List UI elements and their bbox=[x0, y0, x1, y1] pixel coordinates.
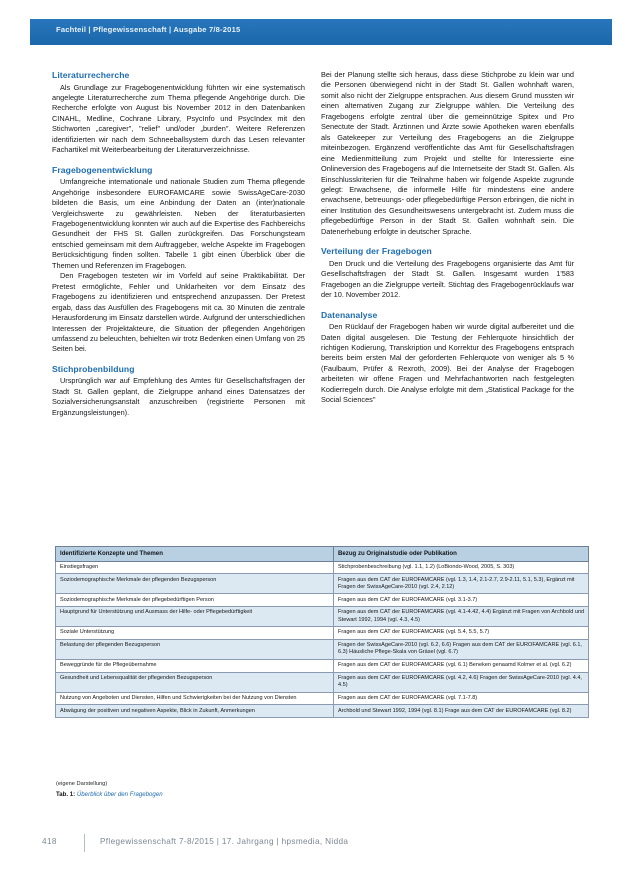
paragraph-stichprobenbildung-1: Ursprünglich war auf Empfehlung des Amtes für Gesellschaftsfragen der Stadt St. Gallen geplant, die Zielgruppe anhand eines Datensatzes der Sozialversicherungsanstalt anzuschreiben (registrierte Personen mit Ergänzungsleistungen). bbox=[52, 376, 305, 417]
page-number: 418 bbox=[42, 837, 57, 846]
spacer bbox=[52, 156, 305, 165]
section-heading-stichprobenbildung: Stichprobenbildung bbox=[52, 363, 135, 374]
paragraph-right-continuation: Bei der Planung stellte sich heraus, dass diese Stichprobe zu klein war und die Personen überwiegend nicht in der Stadt St. Gallen wohnhaft waren, somit also nicht der Zielgruppe entsprachen. Aus diesem Grund mussten wir einen alternativen Zugang zur Zielgruppe wählen. Die Verteilung des Fragebogens erfolgte zentral über die gemeinnützige Spitex und Pro Senectute der Stadt. Ärztinnen und Ärzte sowie Apotheken waren ebenfalls als Gatekeeper zur Verteilung des Fragebogens an die Zielgruppe miteinbezogen. Ergänzend veröffentlichte das Amt für Gesellschaftsfragen eine Medienmitteilung zum Projekt und stellte für Interessierte eine Onlineversion des Fragebogens auf die Internetseite der Stadt St. Gallen. Als Einschlusskriterien für die Teilnahme haben wir folgende Aspekte zugrunde gelegt: Erwachsene, die informelle Hilfe für mindestens eine andere erwachsene, betreuungs- oder pflegebedürftige Person erbringen, die nicht in einer Institution des Gesundheitswesens untergebracht ist. Zudem muss die pflegebedürftige Person in der Stadt St. Gallen wohnhaft sein. Die Datenerhebung erfolgte in deutscher Sprache. bbox=[321, 70, 574, 236]
cell-bezug: Fragen aus dem CAT der EUROFAMCARE (vgl. 4.2, 4.6) Fragen der SwissAgeCare-2010 (vgl. 4.4, 4.5) bbox=[334, 672, 589, 692]
paragraph-datenanalyse-1: Den Rücklauf der Fragebogen haben wir wurde digital aufbereitet und die Daten digital ausgelesen. Die Testung der Fehlerquote hinsichtlich der richtigen Kodierung, Transkription und Korrektur des Fragebogens entsprach bereits beim ersten Mal der geforderten Fehlerquote von weniger als 5 % (Faulbaum, Prüfer & Rexroth, 2009). Bei der Analyse der Fragebogen arbeiteten wir offene Fragen und Mehrfachantworten nach festgelegten Kodierregeln durch. Die Analyse erfolgte mit dem „Statistical Package for the Social Sciences" bbox=[321, 322, 574, 405]
table-row bbox=[56, 672, 589, 692]
page-footer bbox=[0, 833, 642, 857]
paragraph-literaturrecherche-1: Als Grundlage zur Fragebogenentwicklung führten wir eine systematisch angelegte Literaturrecherche zum Thema pflegende Angehörige durch. Die Recherche erfolgte von August bis November 2012 in den Datenbanken CINAHL, Medline, Cochrane Library, PsycInfo und PsycIndex mit den Stichworten „caregiver", "relief" und/oder „burden". Weitere Referenzen identifizierten wir nach dem Schneeballsystem durch das Lesen relevanter Fachartikel mit Weiterbearbeitung der Literaturverzeichnisse. bbox=[52, 82, 305, 155]
cell-konzept: Nutzung von Angeboten und Diensten, Hilfen und Schwierigkeiten bei der Nutzung von Diensten bbox=[56, 692, 334, 705]
footer-divider bbox=[84, 834, 85, 852]
table-body bbox=[56, 561, 589, 718]
paragraph-verteilung-1: Den Druck und die Verteilung des Fragebogens organisierte das Amt für Gesellschaftsfragen der Stadt St. Gallen. Insgesamt wurden 1'583 Fragebogen an die Zielgruppe verteilt. Stichtag des Fragebogenrücklaufs war der 10. November 2012. bbox=[321, 258, 574, 300]
paragraph-fragebogenentwicklung-1: Umfangreiche internationale und nationale Studien zum Thema pflegende Angehörige insbesondere EUROFAMCARE sowie SwissAgeCare-2030 bildeten die Basis, um eine Anbindung der Daten an (inter)nationale Vergleichswerte zu gewährleisten. Neben der literaturbasierten Fragebogenentwicklung konnten wir auch auf die Expertise des Fachbereichs Gesundheit der FHS St. Gallen zurückgreifen. Das Forschungsteam entschied gemeinsam mit dem Auftraggeber, welche Aspekte im Fragebogen Berücksichtigung finden sollten. Tabelle 1 gibt einen Überblick über die Themen und Referenzen im Fragebogen. bbox=[52, 177, 305, 270]
cell-bezug: Fragen aus dem CAT der EUROFAMCARE (vgl. 7.1-7.8) bbox=[334, 692, 589, 705]
spacer bbox=[321, 301, 574, 310]
footer-citation: Pflegewissenschaft 7-8/2015 | 17. Jahrgang | hpsmedia, Nidda bbox=[100, 837, 349, 846]
table-caption bbox=[56, 790, 163, 799]
table-row bbox=[56, 627, 589, 640]
column-header-konzepte: Identifizierte Konzepte und Themen bbox=[56, 547, 334, 562]
table-row bbox=[56, 594, 589, 607]
table-row bbox=[56, 561, 589, 574]
cell-bezug: Stichprobenbeschreibung (vgl. 1.1, 1.2) (LoBiondo-Wood, 2005, S. 303) bbox=[334, 561, 589, 574]
table-row bbox=[56, 574, 589, 594]
section-heading-verteilung-der-fragebogen: Verteilung der Fragebogen bbox=[321, 246, 432, 257]
table-caption-label: Tab. 1: bbox=[56, 791, 76, 798]
cell-konzept: Gesundheit und Lebensqualität der pflegenden Bezugsperson bbox=[56, 672, 334, 692]
table-caption-text: Überblick über den Fragebogen bbox=[76, 791, 163, 798]
paragraph-fragebogenentwicklung-2: Den Fragebogen testeten wir im Vorfeld auf seine Praktikabilität. Der Pretest ermöglichte, Fehler und Unklarheiten vor dem Einsatz des Fragebogens zu identifizieren und entsprechend anzupassen. Der Pretest ergab, dass das Ausfüllen des Fragebogens mit ca. 30 Minuten die zentrale Herausforderung im Einsatz darstellen würde. Aufgrund der unterschiedlichen Interessen der Projektakteure, die Situation der pflegenden Angehörigen umfassend zu beleuchten, behielten wir trotz Bedenken einen Umfang von 25 Seiten bei. bbox=[52, 271, 305, 354]
right-column bbox=[321, 70, 574, 406]
cell-konzept: Beweggründe für die Pflegeübernahme bbox=[56, 659, 334, 672]
fragebogen-overview-table bbox=[55, 546, 589, 718]
table-row bbox=[56, 659, 589, 672]
table-header-row bbox=[56, 547, 589, 562]
cell-bezug: Archbold und Stewart 1992, 1994 (vgl. 8.1) Frage aus dem CAT der EUROFAMCARE (vgl. 8.2) bbox=[334, 705, 589, 718]
cell-bezug: Fragen aus dem CAT der EUROFAMCARE (vgl. 4.1-4.42, 4.4) Ergänzt mit Fragen von Archbold und Stewart 1992, 1994 (vgl. 4.3, 4.5) bbox=[334, 607, 589, 627]
table-row bbox=[56, 607, 589, 627]
cell-bezug: Fragen aus dem CAT der EUROFAMCARE (vgl. 5.4, 5.5, 5.7) bbox=[334, 627, 589, 640]
spacer bbox=[52, 355, 305, 364]
left-column bbox=[52, 70, 305, 418]
cell-konzept: Hauptgrund für Unterstützung und Ausmass der Hilfe- oder Pflegebedürftigkeit bbox=[56, 607, 334, 627]
cell-bezug: Fragen aus dem CAT der EUROFAMCARE (vgl. 6.1) Beneken genaamd Kolmer et al. (vgl. 6.2) bbox=[334, 659, 589, 672]
cell-konzept: Soziodemographische Merkmale der pflegebedürftigen Person bbox=[56, 594, 334, 607]
cell-konzept: Soziodemographische Merkmale der pflegenden Bezugsperson bbox=[56, 574, 334, 594]
table-wrapper bbox=[55, 546, 588, 718]
table-row bbox=[56, 692, 589, 705]
column-header-bezug: Bezug zu Originalstudie oder Publikation bbox=[334, 547, 589, 562]
section-heading-datenanalyse: Datenanalyse bbox=[321, 309, 378, 320]
section-heading-literaturrecherche: Literaturrecherche bbox=[52, 70, 130, 80]
table-row bbox=[56, 639, 589, 659]
cell-konzept: Soziale Unterstützung bbox=[56, 627, 334, 640]
table-source-note: (eigene Darstellung) bbox=[56, 781, 108, 787]
cell-bezug: Fragen aus dem CAT der EUROFAMCARE (vgl. 1.3, 1.4, 2.1-2.7, 2.9-2.11, 5.1, 5.3), Ergänzt mit Fragen der SwissAgeCare-2010 (vgl. 2.4, 2.12) bbox=[334, 574, 589, 594]
section-heading-fragebogenentwicklung: Fragebogenentwicklung bbox=[52, 164, 153, 175]
page-header-band bbox=[30, 19, 612, 45]
cell-bezug: Fragen der SwissAgeCare-2010 (vgl. 6.2, 6.6) Fragen aus dem CAT der EUROFAMCARE (vgl. 6.1, 6.3) Häusliche Pflege-Skala von Gräsel (vgl. 6.7) bbox=[334, 639, 589, 659]
spacer bbox=[321, 237, 574, 246]
cell-konzept: Abwägung der positiven und negativen Aspekte, Blick in Zukunft, Anmerkungen bbox=[56, 705, 334, 718]
cell-bezug: Fragen aus dem CAT der EUROFAMCARE (vgl. 3.1-3.7) bbox=[334, 594, 589, 607]
cell-konzept: Einstiegsfragen bbox=[56, 561, 334, 574]
cell-konzept: Belastung der pflegenden Bezugsperson bbox=[56, 639, 334, 659]
table-row bbox=[56, 705, 589, 718]
breadcrumb: Fachteil | Pflegewissenschaft | Ausgabe 7/8-2015 bbox=[56, 25, 241, 34]
